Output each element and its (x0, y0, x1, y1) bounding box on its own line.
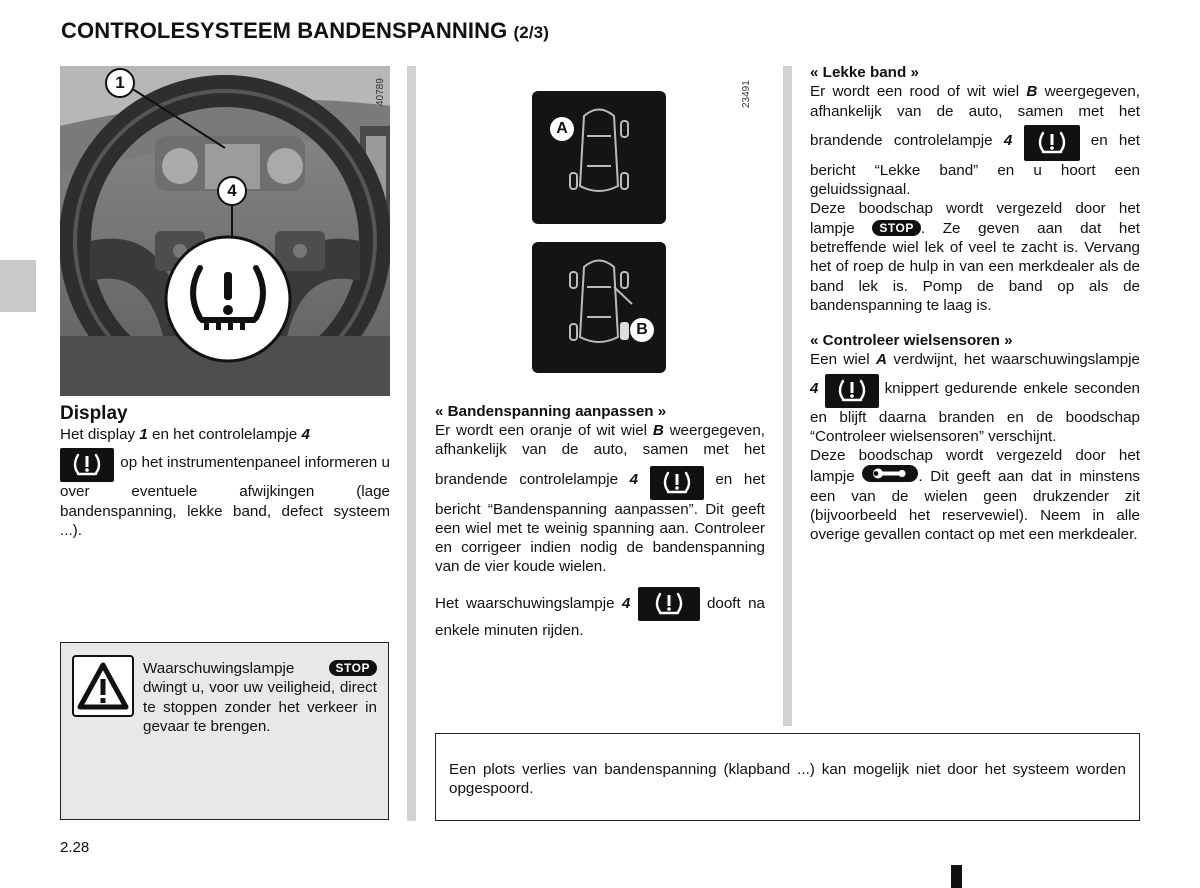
text-run: Waarschuwingslampje (143, 660, 329, 677)
ref-letter: B (652, 422, 664, 439)
ref-number: 4 (621, 594, 631, 612)
display-screen-wheel-highlighted (532, 242, 666, 373)
steering-wheel-illustration (60, 66, 390, 396)
ref-letter: A (875, 351, 887, 369)
text-run: . Dit geeft aan dat in minstens een van de wielen geen drukzender zit (bijvoorbeeld het reservewiel). Neem in alle overige gevallen contact op met een merkdealer. (810, 468, 1140, 544)
page-number: 2.28 (60, 839, 90, 856)
note-box (435, 733, 1140, 821)
tpms-warning-icon (638, 587, 700, 621)
stop-lamp-icon: STOP (872, 220, 920, 236)
warning-triangle-icon (72, 655, 134, 717)
text-run: . Ze geven aan dat het betreffende wiel lek of veel te zacht is. Vervang het of roep de hulp in van een merkdealer als de band lek is. Pomp de band op als de bandenspanning te laag is. (810, 219, 1140, 314)
text-run: en het bericht “Lekke band” en u hoort een geluidssignaal. (810, 131, 1140, 199)
ref-number: 4 (301, 426, 310, 443)
text-run: knippert gedurende enkele seconden en blijft daarna branden en de boodschap “Controleer wielsensoren” verschijnt. (810, 379, 1140, 445)
title-part-indicator: (2/3) (513, 23, 549, 42)
figure-id: 40789 (375, 78, 386, 106)
text-run: Er wordt een rood of wit wiel (810, 83, 1027, 101)
tpms-warning-icon (650, 466, 704, 500)
chapter-tab (0, 260, 36, 312)
text-run: en het controlelampje (147, 426, 302, 443)
service-wrench-icon (862, 465, 918, 482)
text-run: Het waarschuwingslampje (435, 594, 622, 612)
stop-lamp-icon: STOP (329, 660, 377, 676)
text-run: Deze boodschap wordt vergezeld door het lampje (810, 200, 1140, 237)
ref-letter: B (1026, 83, 1038, 101)
text-run: Het display (60, 426, 140, 443)
text-run: dooft na enkele minuten rijden. (435, 594, 765, 639)
display-heading: Display (60, 403, 128, 424)
label-b: B (636, 321, 648, 338)
wheel-sensor-section (810, 331, 1140, 545)
text-run: Deze boodschap wordt vergezeld door het lampje (810, 447, 1140, 486)
text-run: verdwijnt, het waarschuwingslampje (886, 351, 1140, 369)
tpms-warning-icon (60, 448, 114, 482)
display-paragraph (60, 425, 390, 540)
tpms-warning-icon (825, 374, 879, 408)
warning-text (143, 659, 377, 736)
section-heading-flat-tyre: « Lekke band » (810, 64, 919, 81)
text-run: en het bericht “Bandenspanning aanpassen”. Dit geeft een wiel met te weinig spanning aan. Controleer en corrigeer indien nodig de bandenspanning van de vier koude wielen. (435, 470, 765, 576)
ref-number: 4 (1003, 131, 1013, 149)
ref-number: 4 (629, 470, 639, 488)
column-separator-left (407, 66, 416, 821)
text-run: Er wordt een oranje of wit wiel (435, 422, 653, 439)
ref-number: 1 (139, 426, 148, 443)
page-title (61, 18, 549, 44)
text-run: weergegeven, afhankelijk van de auto, samen met het brandende controlelampje (435, 422, 766, 488)
text-run: dwingt u, voor uw veiligheid, direct te stoppen zonder het verkeer in gevaar te brengen. (143, 679, 377, 735)
title-text: CONTROLESYSTEEM BANDENSPANNING (61, 18, 508, 43)
note-text: Een plots verlies van bandenspanning (klapband ...) kan mogelijk niet door het systeem worden opgespoord. (449, 761, 1126, 798)
section-heading-adjust-pressure: « Bandenspanning aanpassen » (435, 403, 667, 420)
ref-number: 4 (810, 379, 819, 397)
flat-tyre-section (810, 63, 1140, 315)
display-screen-wheel-missing (532, 91, 666, 224)
column-separator-right (783, 66, 792, 726)
callout-1: 1 (105, 68, 135, 98)
tpms-warning-icon (1024, 125, 1080, 161)
text-run: Een wiel (810, 351, 876, 369)
section-heading-wheel-sensors: « Controleer wielsensoren » (810, 332, 1013, 349)
callout-4: 4 (217, 176, 247, 206)
warning-box (60, 642, 389, 820)
text-run: weergegeven, afhankelijk van de auto, samen met het brandende controlelampje (810, 83, 1140, 149)
figure-id: 23491 (741, 80, 752, 108)
label-a: A (556, 120, 568, 137)
text-run: op het instrumentenpaneel informeren u over eventuele afwijkingen (lage bandenspanning, lekke band, defect systeem ...). (60, 454, 390, 539)
adjust-pressure-paragraph (435, 421, 765, 640)
page-edge-marker (951, 865, 962, 888)
